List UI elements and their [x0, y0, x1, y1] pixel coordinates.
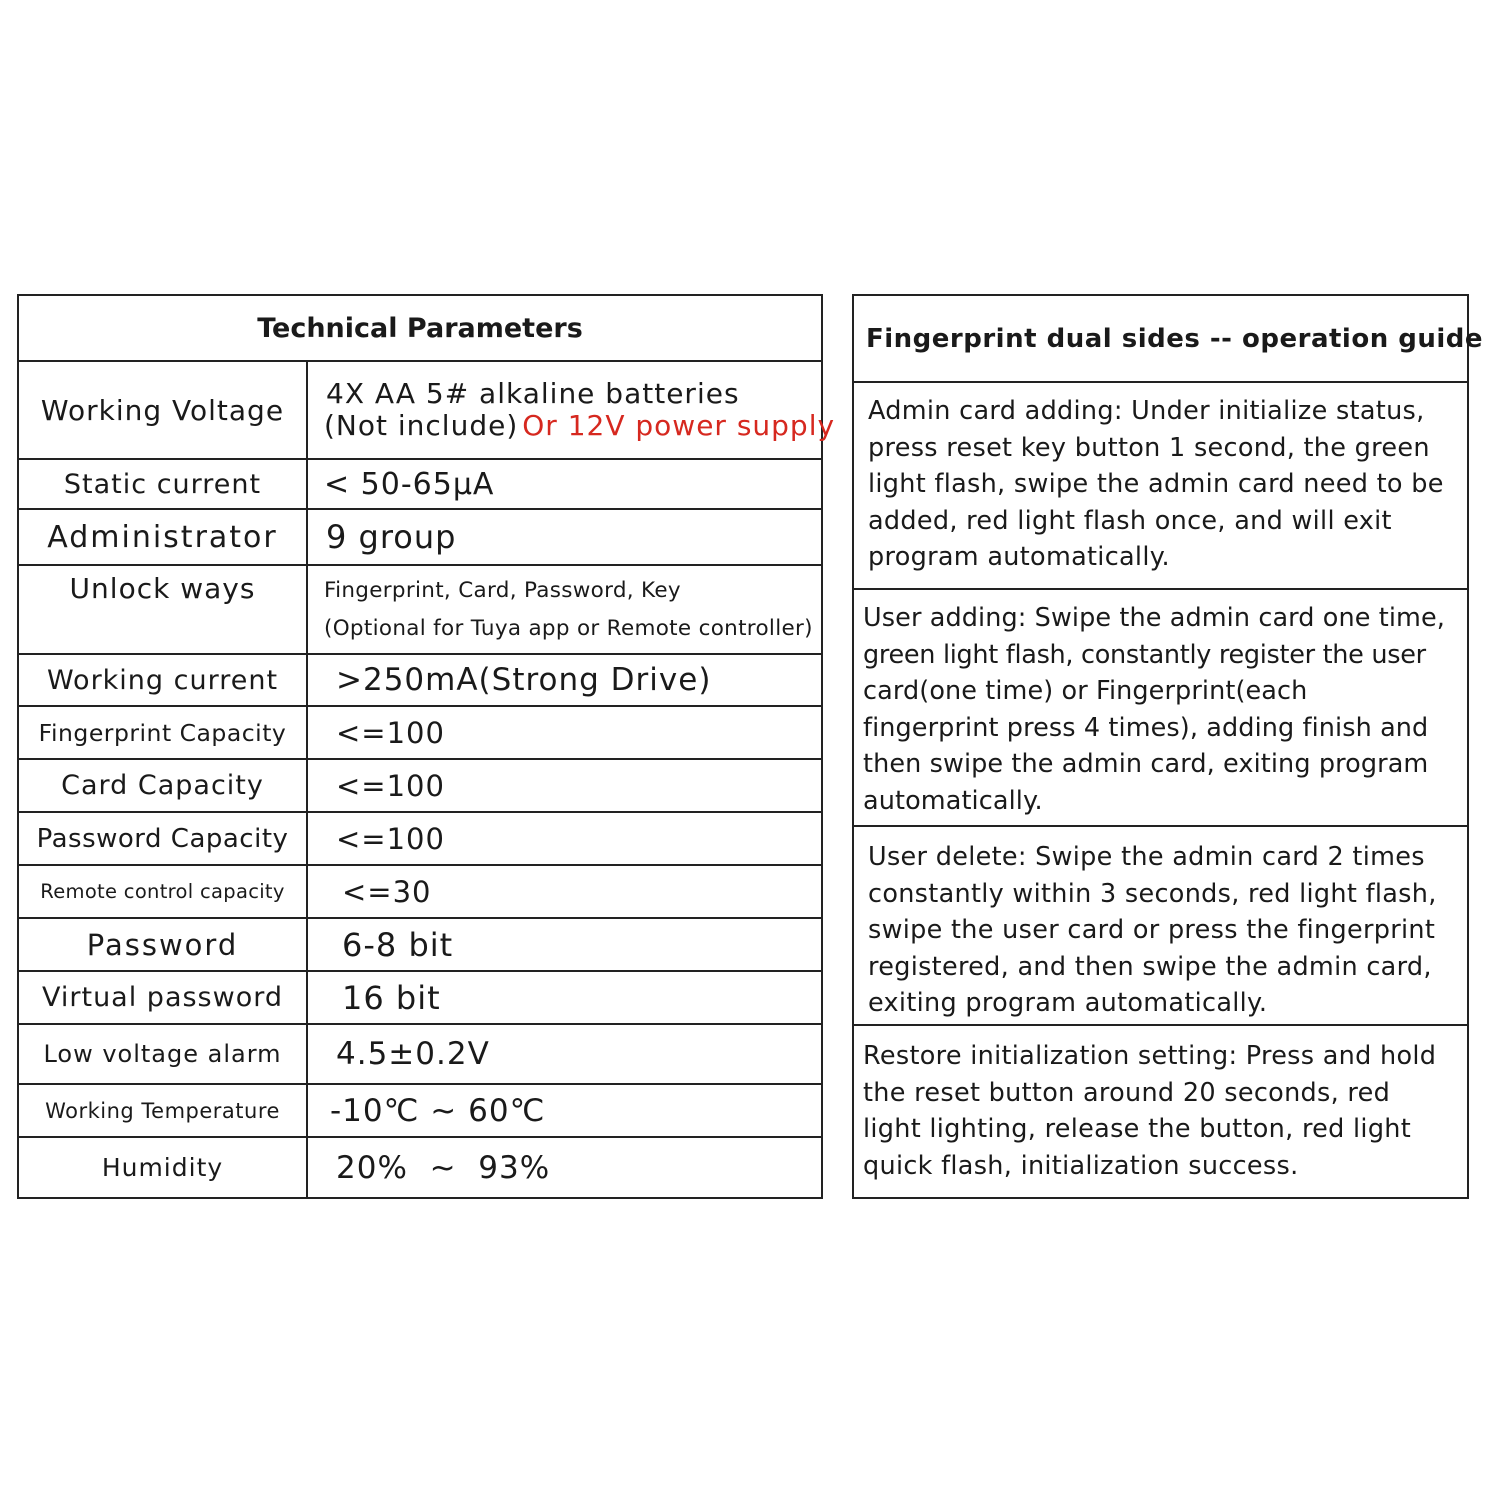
operation-guide-panel — [852, 294, 1484, 1199]
row-value: 9 group — [326, 518, 457, 556]
guide-line: light flash, swipe the admin card need to be — [868, 469, 1444, 499]
row-value: <=30 — [342, 874, 432, 909]
value-note: (Not include) — [324, 409, 519, 442]
table-row — [19, 1138, 821, 1197]
guide-line: automatically. — [863, 785, 1043, 816]
table-row — [19, 510, 821, 566]
value-highlight: Or 12V power supply — [522, 409, 836, 442]
value-line-1: 4X AA 5# alkaline batteries — [326, 377, 740, 410]
guide-section-restore-initialization — [854, 1026, 1467, 1197]
guide-line: green light flash, constantly register the user — [863, 639, 1426, 670]
row-value: < 50-65μA — [324, 466, 495, 502]
table-row — [19, 566, 821, 655]
guide-line: program automatically. — [868, 542, 1170, 572]
row-label: Password Capacity — [36, 823, 289, 854]
row-label: Administrator — [47, 519, 278, 555]
table-row — [19, 1025, 821, 1085]
table-row — [19, 362, 836, 460]
guide-section-user-adding — [854, 590, 1467, 827]
table-row — [19, 866, 821, 919]
row-value: <=100 — [336, 715, 445, 750]
guide-line: added, red light flash once, and will exit — [868, 505, 1392, 536]
table-row — [19, 813, 821, 866]
row-value: 6-8 bit — [342, 925, 454, 964]
row-label: Low voltage alarm — [43, 1040, 282, 1068]
guide-line: fingerprint press 4 times), adding finish and — [863, 712, 1429, 743]
guide-line: constantly within 3 seconds, red light flash, — [868, 878, 1437, 909]
row-label: Working Temperature — [45, 1098, 280, 1123]
guide-line: User delete: Swipe the admin card 2 times — [868, 842, 1425, 872]
guide-section-admin-card-adding — [854, 383, 1467, 590]
guide-line: then swipe the admin card, exiting program — [863, 749, 1429, 779]
row-value: >250mA(Strong Drive) — [336, 662, 712, 698]
value-line-2 — [324, 410, 835, 442]
row-value: 20% ~ 93% — [336, 1149, 551, 1186]
value-line-1: Fingerprint, Card, Password, Key — [324, 577, 681, 603]
technical-parameters-table — [17, 294, 836, 1199]
row-value: <=100 — [336, 768, 445, 803]
guide-line: Restore initialization setting: Press and hold — [863, 1041, 1437, 1071]
row-value: <=100 — [336, 821, 445, 856]
row-label: Remote control capacity — [40, 880, 285, 903]
guide-line: light lighting, release the button, red light — [863, 1114, 1412, 1144]
row-label: Fingerprint Capacity — [38, 718, 287, 747]
table-row — [19, 460, 821, 510]
guide-line: quick flash, initialization success. — [863, 1150, 1299, 1181]
guide-line: User adding: Swipe the admin card one time, — [863, 603, 1445, 633]
row-value: -10℃ ~ 60℃ — [330, 1092, 546, 1129]
guide-line: press reset key button 1 second, the green — [868, 432, 1430, 463]
guide-line: swipe the user card or press the fingerprint — [868, 915, 1436, 945]
row-label: Working Voltage — [40, 393, 285, 427]
guide-title: Fingerprint dual sides -- operation guide — [854, 296, 1467, 383]
row-value — [308, 362, 836, 458]
row-label: Working current — [46, 664, 279, 696]
row-value — [308, 566, 821, 653]
table-row — [19, 760, 821, 813]
value-line-2: (Optional for Tuya app or Remote controller) — [324, 615, 813, 641]
guide-section-user-delete — [854, 827, 1467, 1026]
guide-line: Admin card adding: Under initialize status, — [868, 396, 1425, 426]
row-label: Static current — [63, 468, 262, 500]
table-row — [19, 655, 821, 707]
table-row — [19, 972, 821, 1025]
guide-line: the reset button around 20 seconds, red — [863, 1077, 1391, 1108]
guide-line: exiting program automatically. — [868, 988, 1268, 1018]
row-value: 4.5±0.2V — [336, 1036, 490, 1072]
row-label: Virtual password — [42, 982, 283, 1013]
table-row — [19, 707, 821, 760]
guide-line: registered, and then swipe the admin card, — [868, 951, 1432, 982]
guide-line: card(one time) or Fingerprint(each — [863, 676, 1308, 706]
table-row — [19, 919, 821, 972]
row-label: Unlock ways — [69, 572, 256, 605]
table-row — [19, 1085, 821, 1138]
row-label: Humidity — [101, 1153, 224, 1182]
row-label: Password — [86, 927, 239, 962]
row-label: Card Capacity — [61, 770, 264, 801]
table-title: Technical Parameters — [19, 296, 821, 362]
row-value: 16 bit — [342, 978, 441, 1017]
